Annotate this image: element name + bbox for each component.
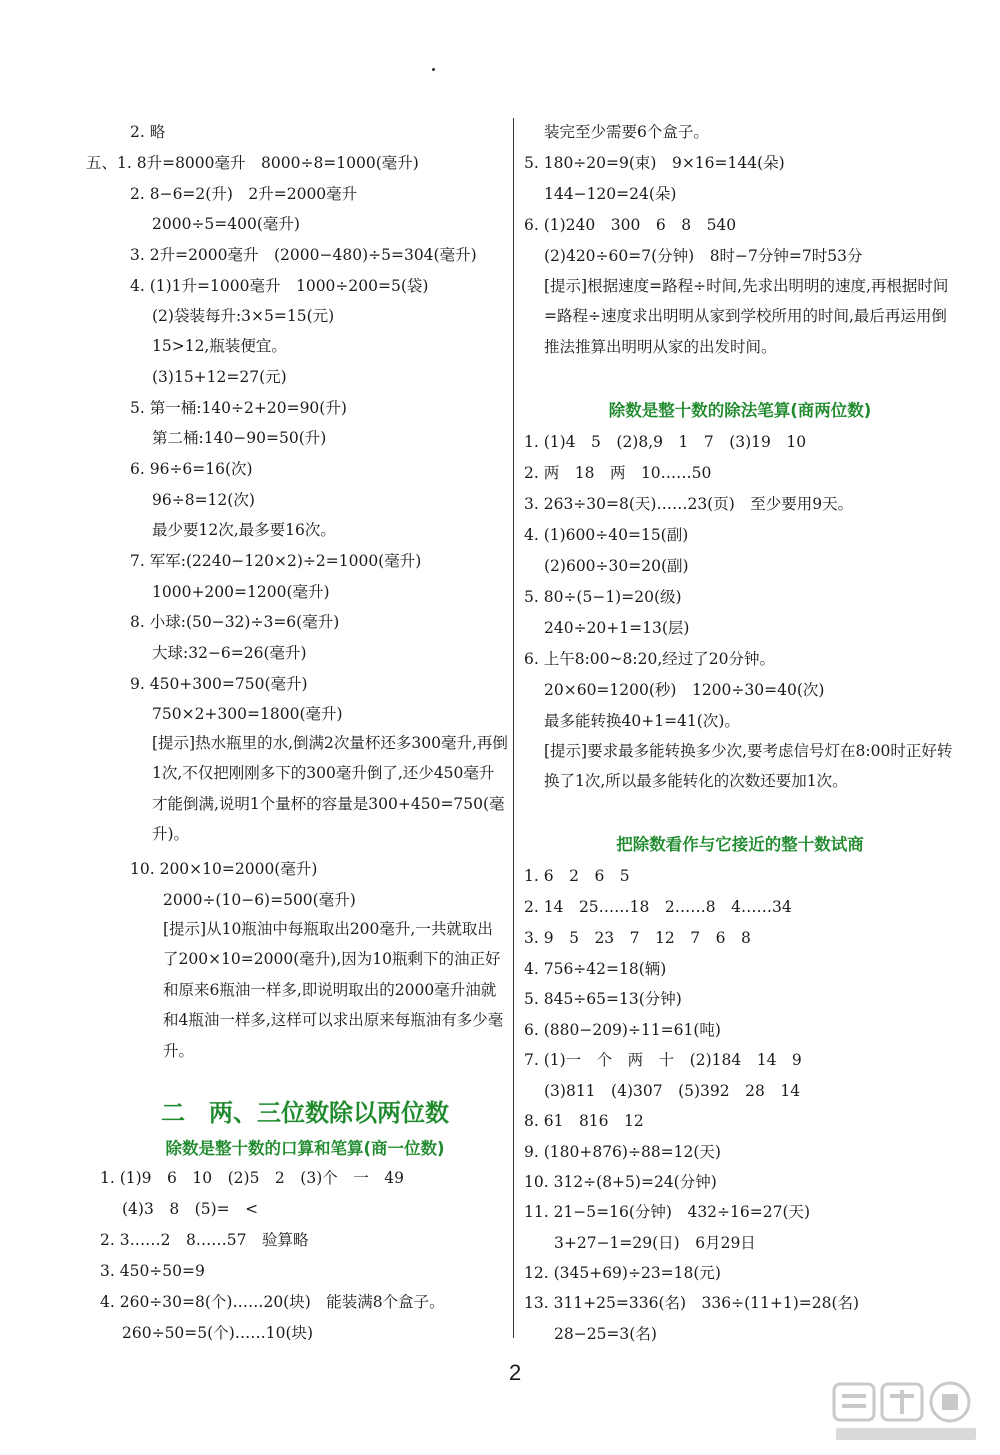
answer-line: (2)420÷60=7(分钟) 8时−7分钟=7时53分 (544, 247, 863, 265)
answer-line: 大球:32−6=26(毫升) (152, 644, 307, 662)
answer-line: 2. 3……2 8……57 验算略 (100, 1231, 309, 1249)
answer-line: 11. 21−5=16(分钟) 432÷16=27(天) (524, 1203, 811, 1221)
answer-line: 1000+200=1200(毫升) (152, 583, 330, 601)
answer-line: 7. (1)一 个 两 十 (2)184 14 9 (524, 1051, 802, 1069)
answer-line: 3. 2升=2000毫升 (2000−480)÷5=304(毫升) (130, 246, 477, 264)
answer-line: 12. (345+69)÷23=18(元) (524, 1264, 721, 1282)
answer-line: 750×2+300=1800(毫升) (152, 705, 343, 723)
answer-line: 最多能转换40+1=41(次)。 (544, 712, 740, 730)
answer-line: 10. 200×10=2000(毫升) (130, 860, 318, 878)
answer-line: 1. 6 2 6 5 (524, 867, 630, 885)
answer-line: 20×60=1200(秒) 1200÷30=40(次) (544, 681, 825, 699)
answer-line: 15>12,瓶装便宜。 (152, 337, 287, 355)
answer-line: 8. 小球:(50−32)÷3=6(毫升) (130, 613, 340, 631)
answer-line: 9. 450+300=750(毫升) (130, 675, 308, 693)
answer-line: 13. 311+25=336(名) 336÷(11+1)=28(名) (524, 1294, 860, 1312)
answer-line: 最少要12次,最多要16次。 (152, 521, 336, 539)
answer-line: 2. 8−6=2(升) 2升=2000毫升 (130, 185, 358, 203)
scan-dot (432, 68, 435, 71)
answer-line: 6. 96÷6=16(次) (130, 460, 253, 478)
section-heading: 除数是整十数的除法笔算(商两位数) (608, 401, 872, 420)
answer-line: 6. (880−209)÷11=61(吨) (524, 1021, 721, 1039)
hint-paragraph: [提示]热水瓶里的水,倒满2次量杯还多300毫升,再倒1次,不仅把刚刚多下的300毫升倒了,还少450毫升才能倒满,说明1个量杯的容量是300+450=750(毫升)。 (152, 734, 508, 844)
watermark-logo (826, 1378, 986, 1448)
answer-line: (3)15+12=27(元) (152, 368, 287, 386)
answer-line: 5. 845÷65=13(分钟) (524, 990, 682, 1008)
answer-line: 260÷50=5(个)……10(块) (122, 1324, 314, 1342)
answer-line: 3. 263÷30=8(天)……23(页) 至少要用9天。 (524, 495, 854, 513)
answer-line: 1. (1)4 5 (2)8,9 1 7 (3)19 10 (524, 433, 807, 451)
answer-line: 4. (1)1升=1000毫升 1000÷200=5(袋) (130, 277, 429, 295)
answer-line: (2)袋装每升:3×5=15(元) (152, 307, 335, 325)
answer-line: 96÷8=12(次) (152, 491, 255, 509)
hint-paragraph: [提示]从10瓶油中每瓶取出200毫升,一共就取出了200×10=2000(毫升),因为10瓶剩下的油正好和原来6瓶油一样多,即说明取出的2000毫升油就和4瓶油一样多,这样可以求出原来每瓶油有多少毫升。 (163, 920, 504, 1060)
answer-line: 5. 第一桶:140÷2+20=90(升) (130, 399, 347, 417)
answer-line: 144−120=24(朵) (544, 185, 677, 203)
answer-line: 2000÷(10−6)=500(毫升) (163, 891, 356, 909)
answer-line: 2. 两 18 两 10……50 (524, 464, 712, 482)
answer-line: 5. 80÷(5−1)=20(级) (524, 588, 682, 606)
answer-line: 2. 14 25……18 2……8 4……34 (524, 898, 792, 916)
answer-line: 10. 312÷(8+5)=24(分钟) (524, 1173, 717, 1191)
answer-line: 3+27−1=29(日) 6月29日 (554, 1234, 756, 1252)
answer-line: 9. (180+876)÷88=12(天) (524, 1143, 721, 1161)
hint-paragraph: [提示]根据速度=路程÷时间,先求出明明的速度,再根据时间=路程÷速度求出明明从家到学校所用的时间,最后再运用倒推法推算出明明从家的出发时间。 (544, 277, 949, 356)
answer-line: 3. 9 5 23 7 12 7 6 8 (524, 929, 751, 947)
answer-line: 240÷20+1=13(层) (544, 619, 690, 637)
answer-line: 28−25=3(名) (554, 1325, 657, 1343)
answer-line: 2000÷5=400(毫升) (152, 215, 300, 233)
answer-line: 6. 上午8:00~8:20,经过了20分钟。 (524, 650, 775, 668)
answer-line: 8. 61 816 12 (524, 1112, 644, 1130)
answer-line: 4. (1)600÷40=15(副) (524, 526, 689, 544)
hint-paragraph: [提示]要求最多能转换多少次,要考虑信号灯在8:00时正好转换了1次,所以最多能转化的次数还要加1次。 (544, 742, 953, 791)
answer-line: 6. (1)240 300 6 8 540 (524, 216, 737, 234)
answer-line: (3)811 (4)307 (5)392 28 14 (544, 1082, 801, 1100)
section-heading: 把除数看作与它接近的整十数试商 (616, 835, 864, 854)
answer-line: 五、1. 8升=8000毫升 8000÷8=1000(毫升) (86, 154, 419, 172)
answer-line: 装完至少需要6个盒子。 (544, 123, 709, 141)
answer-line: 2. 略 (130, 123, 166, 141)
answer-line: 4. 756÷42=18(辆) (524, 960, 667, 978)
answer-line: 3. 450÷50=9 (100, 1262, 205, 1280)
section-heading: 除数是整十数的口算和笔算(商一位数) (165, 1139, 445, 1158)
answer-line: (2)600÷30=20(副) (544, 557, 689, 575)
answer-line: (4)3 8 (5)= < (122, 1200, 259, 1218)
page-number: 2 (509, 1360, 522, 1385)
answer-line: 第二桶:140−90=50(升) (152, 429, 327, 447)
column-divider (513, 118, 514, 1338)
answer-line: 4. 260÷30=8(个)……20(块) 能装满8个盒子。 (100, 1293, 445, 1311)
answer-line: 5. 180÷20=9(束) 9×16=144(朵) (524, 154, 785, 172)
answer-line: 1. (1)9 6 10 (2)5 2 (3)个 一 49 (100, 1169, 404, 1187)
chapter-title: 二 两、三位数除以两位数 (161, 1099, 449, 1127)
answer-line: 7. 军军:(2240−120×2)÷2=1000(毫升) (130, 552, 422, 570)
